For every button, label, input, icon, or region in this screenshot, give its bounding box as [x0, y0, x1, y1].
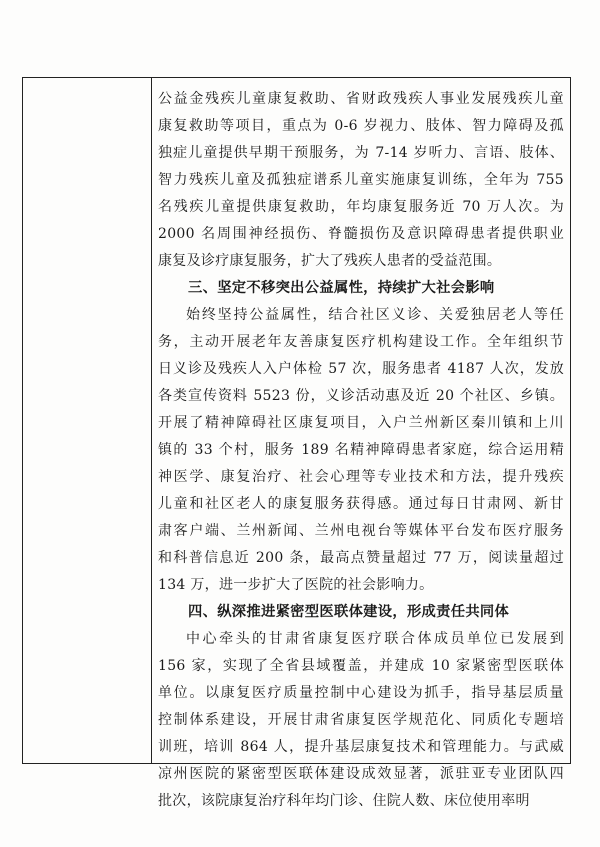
- paragraph-line: 控制体系建设，开展甘肃省康复医学规范化、同质化专题培: [158, 712, 564, 728]
- paragraph-line: 各类宣传资料 5523 份，义诊活动惠及近 20 个社区、乡镇。: [158, 388, 564, 404]
- paragraph-line: 单位。以康复医疗质量控制中心建设为抓手，指导基层质量: [158, 685, 564, 701]
- paragraph-line: 公益金残疾儿童康复救助、省财政残疾人事业发展残疾儿童: [158, 91, 564, 107]
- form-table: [22, 77, 571, 809]
- paragraph-line: 开展了精神障碍社区康复项目，入户兰州新区秦川镇和上川: [158, 415, 564, 431]
- paragraph-line: 镇的 33 个村，服务 189 名精神障碍患者家庭，综合运用精: [158, 442, 564, 458]
- paragraph-line: 训班，培训 864 人，提升基层康复技术和管理能力。与武威: [158, 739, 564, 755]
- paragraph-line: 156 家，实现了全省县域覆盖，并建成 10 家紧密型医联体: [158, 658, 564, 674]
- paragraph-line: 独症儿童提供早期干预服务，为 7-14 岁听力、言语、肢体、: [158, 145, 564, 161]
- paragraph-line: 凉州医院的紧密型医联体建设成效显著，派驻亚专业团队四: [158, 766, 564, 782]
- paragraph-line: 智力残疾儿童及孤独症谱系儿童实施康复训练，全年为 755: [158, 172, 564, 188]
- paragraph-line: 务，主动开展老年友善康复医疗机构建设工作。全年组织节: [158, 334, 564, 350]
- paragraph-line: 肃客户端、兰州新闻、兰州电视台等媒体平台发布医疗服务: [158, 523, 564, 539]
- section-heading: 三、坚定不移突出公益属性，持续扩大社会影响: [188, 280, 495, 296]
- body-text-cell: [158, 86, 564, 815]
- paragraph-line: 始终坚持公益属性，结合社区义诊、关爱独居老人等任: [186, 307, 564, 323]
- paragraph-line: 和科普信息近 200 条，最高点赞量超过 77 万，阅读量超过: [158, 550, 564, 566]
- paragraph-line: 儿童和社区老人的康复服务获得感。通过每日甘肃网、新甘: [158, 496, 564, 512]
- paragraph-line: 康复救助等项目，重点为 0-6 岁视力、肢体、智力障碍及孤: [158, 118, 564, 134]
- paragraph-line: 中心牵头的甘肃省康复医疗联合体成员单位已发展到: [186, 631, 564, 647]
- paragraph-line: 神医学、康复治疗、社会心理等专业技术和方法，提升残疾: [158, 469, 564, 485]
- paragraph-line: 134 万，进一步扩大了医院的社会影响力。: [158, 577, 434, 593]
- paragraph-line: 日义诊及残疾人入户体检 57 次，服务患者 4187 人次，发放: [158, 361, 564, 377]
- paragraph-line: 批次，该院康复治疗科年均门诊、住院人数、床位使用率明: [158, 793, 530, 809]
- paragraph-line: 2000 名周围神经损伤、脊髓损伤及意识障碍患者提供职业: [158, 226, 564, 242]
- paragraph-line: 名残疾儿童提供康复救助，年均康复服务近 70 万人次。为: [158, 199, 564, 215]
- paragraph-line: 康复及诊疗康复服务，扩大了残疾人患者的受益范围。: [158, 253, 502, 269]
- section-heading: 四、纵深推进紧密型医联体建设，形成责任共同体: [188, 604, 510, 620]
- left-label-cell: [23, 78, 151, 763]
- column-divider: [151, 78, 152, 763]
